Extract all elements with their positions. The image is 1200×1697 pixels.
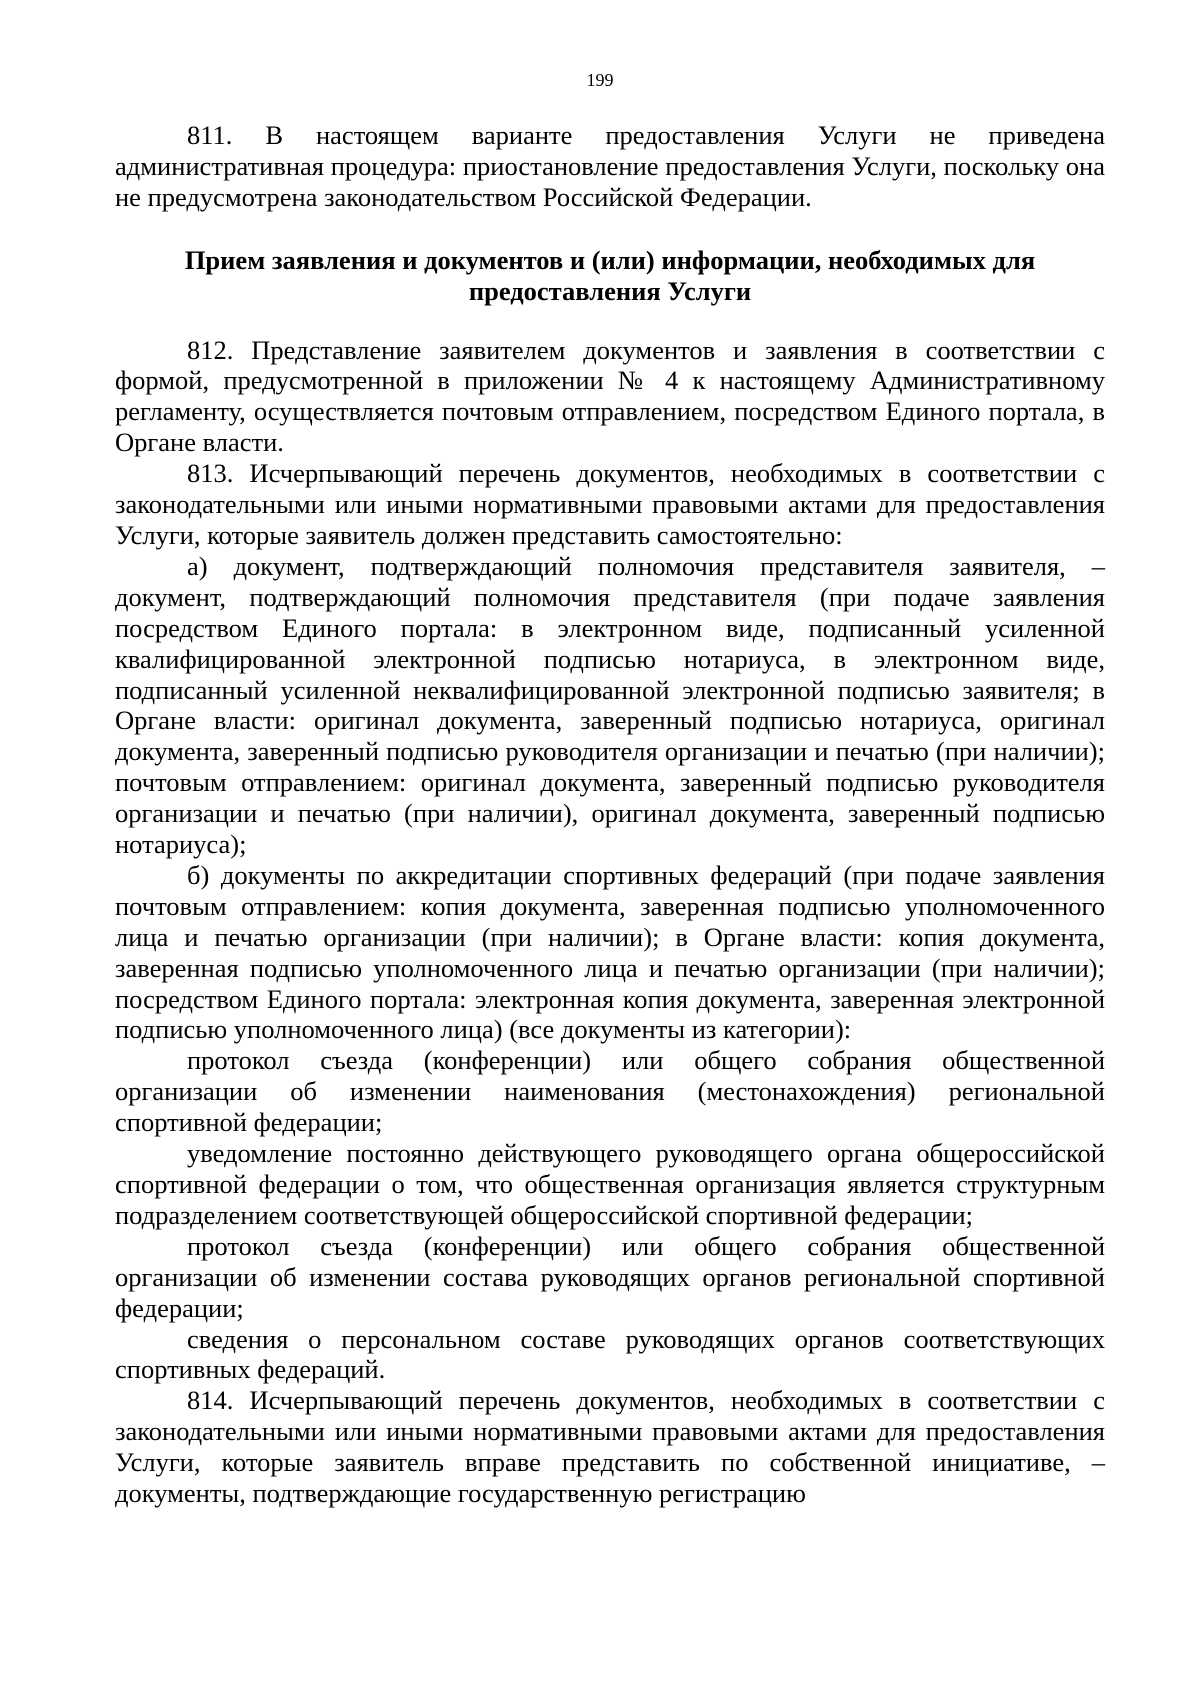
paragraph-812: 812. Представление заявителем документов и заявления в соответствии с формой, предусмотренной в приложении № 4 к настоящему Административному регламенту, осуществляется почтовым отправлением, посредством Единого портала, в Органе власти. [115, 334, 1105, 458]
document-item-notification: уведомление постоянно действующего руководящего органа общероссийской спортивной федерации о том, что общественная организация является структурным подразделением соответствующей общероссийской спортивной федерации; [115, 1138, 1105, 1230]
document-item-protocol-composition-change: протокол съезда (конференции) или общего собрания общественной организации об изменении состава руководящих органов региональной спортивной федерации; [115, 1230, 1105, 1323]
document-item-personnel-info: сведения о персональном составе руководящих органов соответствующих спортивных федераций. [115, 1323, 1105, 1385]
document-body [115, 120, 1105, 1509]
section-heading-line-2: предоставления Услуги [468, 275, 752, 306]
page-number: 199 [586, 70, 614, 90]
paragraph-814: 814. Исчерпывающий перечень документов, необходимых в соответствии с законодательными или иными нормативными правовыми актами для предоставления Услуги, которые заявитель вправе представить по собственной инициативе, – документы, подтверждающие государственную регистрацию [115, 1385, 1105, 1509]
list-item-b: б) документы по аккредитации спортивных федераций (при подаче заявления почтовым отправлением: копия документа, заверенная подписью уполномоченного лица и печатью организации (при наличии); в Органе власти: копия документа, заверенная подписью уполномоченного лица и печатью организации (при наличии); посредством Единого портала: электронная копия документа, заверенная электронной подписью уполномоченного лица) (все документы из категории): [115, 859, 1105, 1045]
section-heading [115, 245, 1105, 307]
list-item-a: а) документ, подтверждающий полномочия представителя заявителя, – документ, подтверждающий полномочия представителя (при подаче заявления посредством Единого портала: в электронном виде, подписанный усиленной квалифицированной электронной подписью нотариуса, в электронном виде, подписанный усиленной неквалифицированной электронной подписью заявителя; в Органе власти: оригинал документа, заверенный подписью нотариуса, оригинал документа, заверенный подписью руководителя организации и печатью (при наличии); почтовым отправлением: оригинал документа, заверенный подписью руководителя организации и печатью (при наличии), оригинал документа, заверенный подписью нотариуса); [115, 550, 1105, 860]
document-item-protocol-name-change: протокол съезда (конференции) или общего собрания общественной организации об изменении наименования (местонахождения) региональной спортивной федерации; [115, 1045, 1105, 1138]
paragraph-811: 811. В настоящем варианте предоставления Услуги не приведена административная процедура: приостановление предоставления Услуги, поскольку она не предусмотрена законодательством Российской Федерации. [115, 120, 1105, 212]
paragraph-813: 813. Исчерпывающий перечень документов, необходимых в соответствии с законодательными или иными нормативными правовыми актами для предоставления Услуги, которые заявитель должен представить самостоятельно: [115, 458, 1105, 550]
section-heading-line-1: Прием заявления и документов и (или) информации, необходимых для [184, 244, 1036, 275]
